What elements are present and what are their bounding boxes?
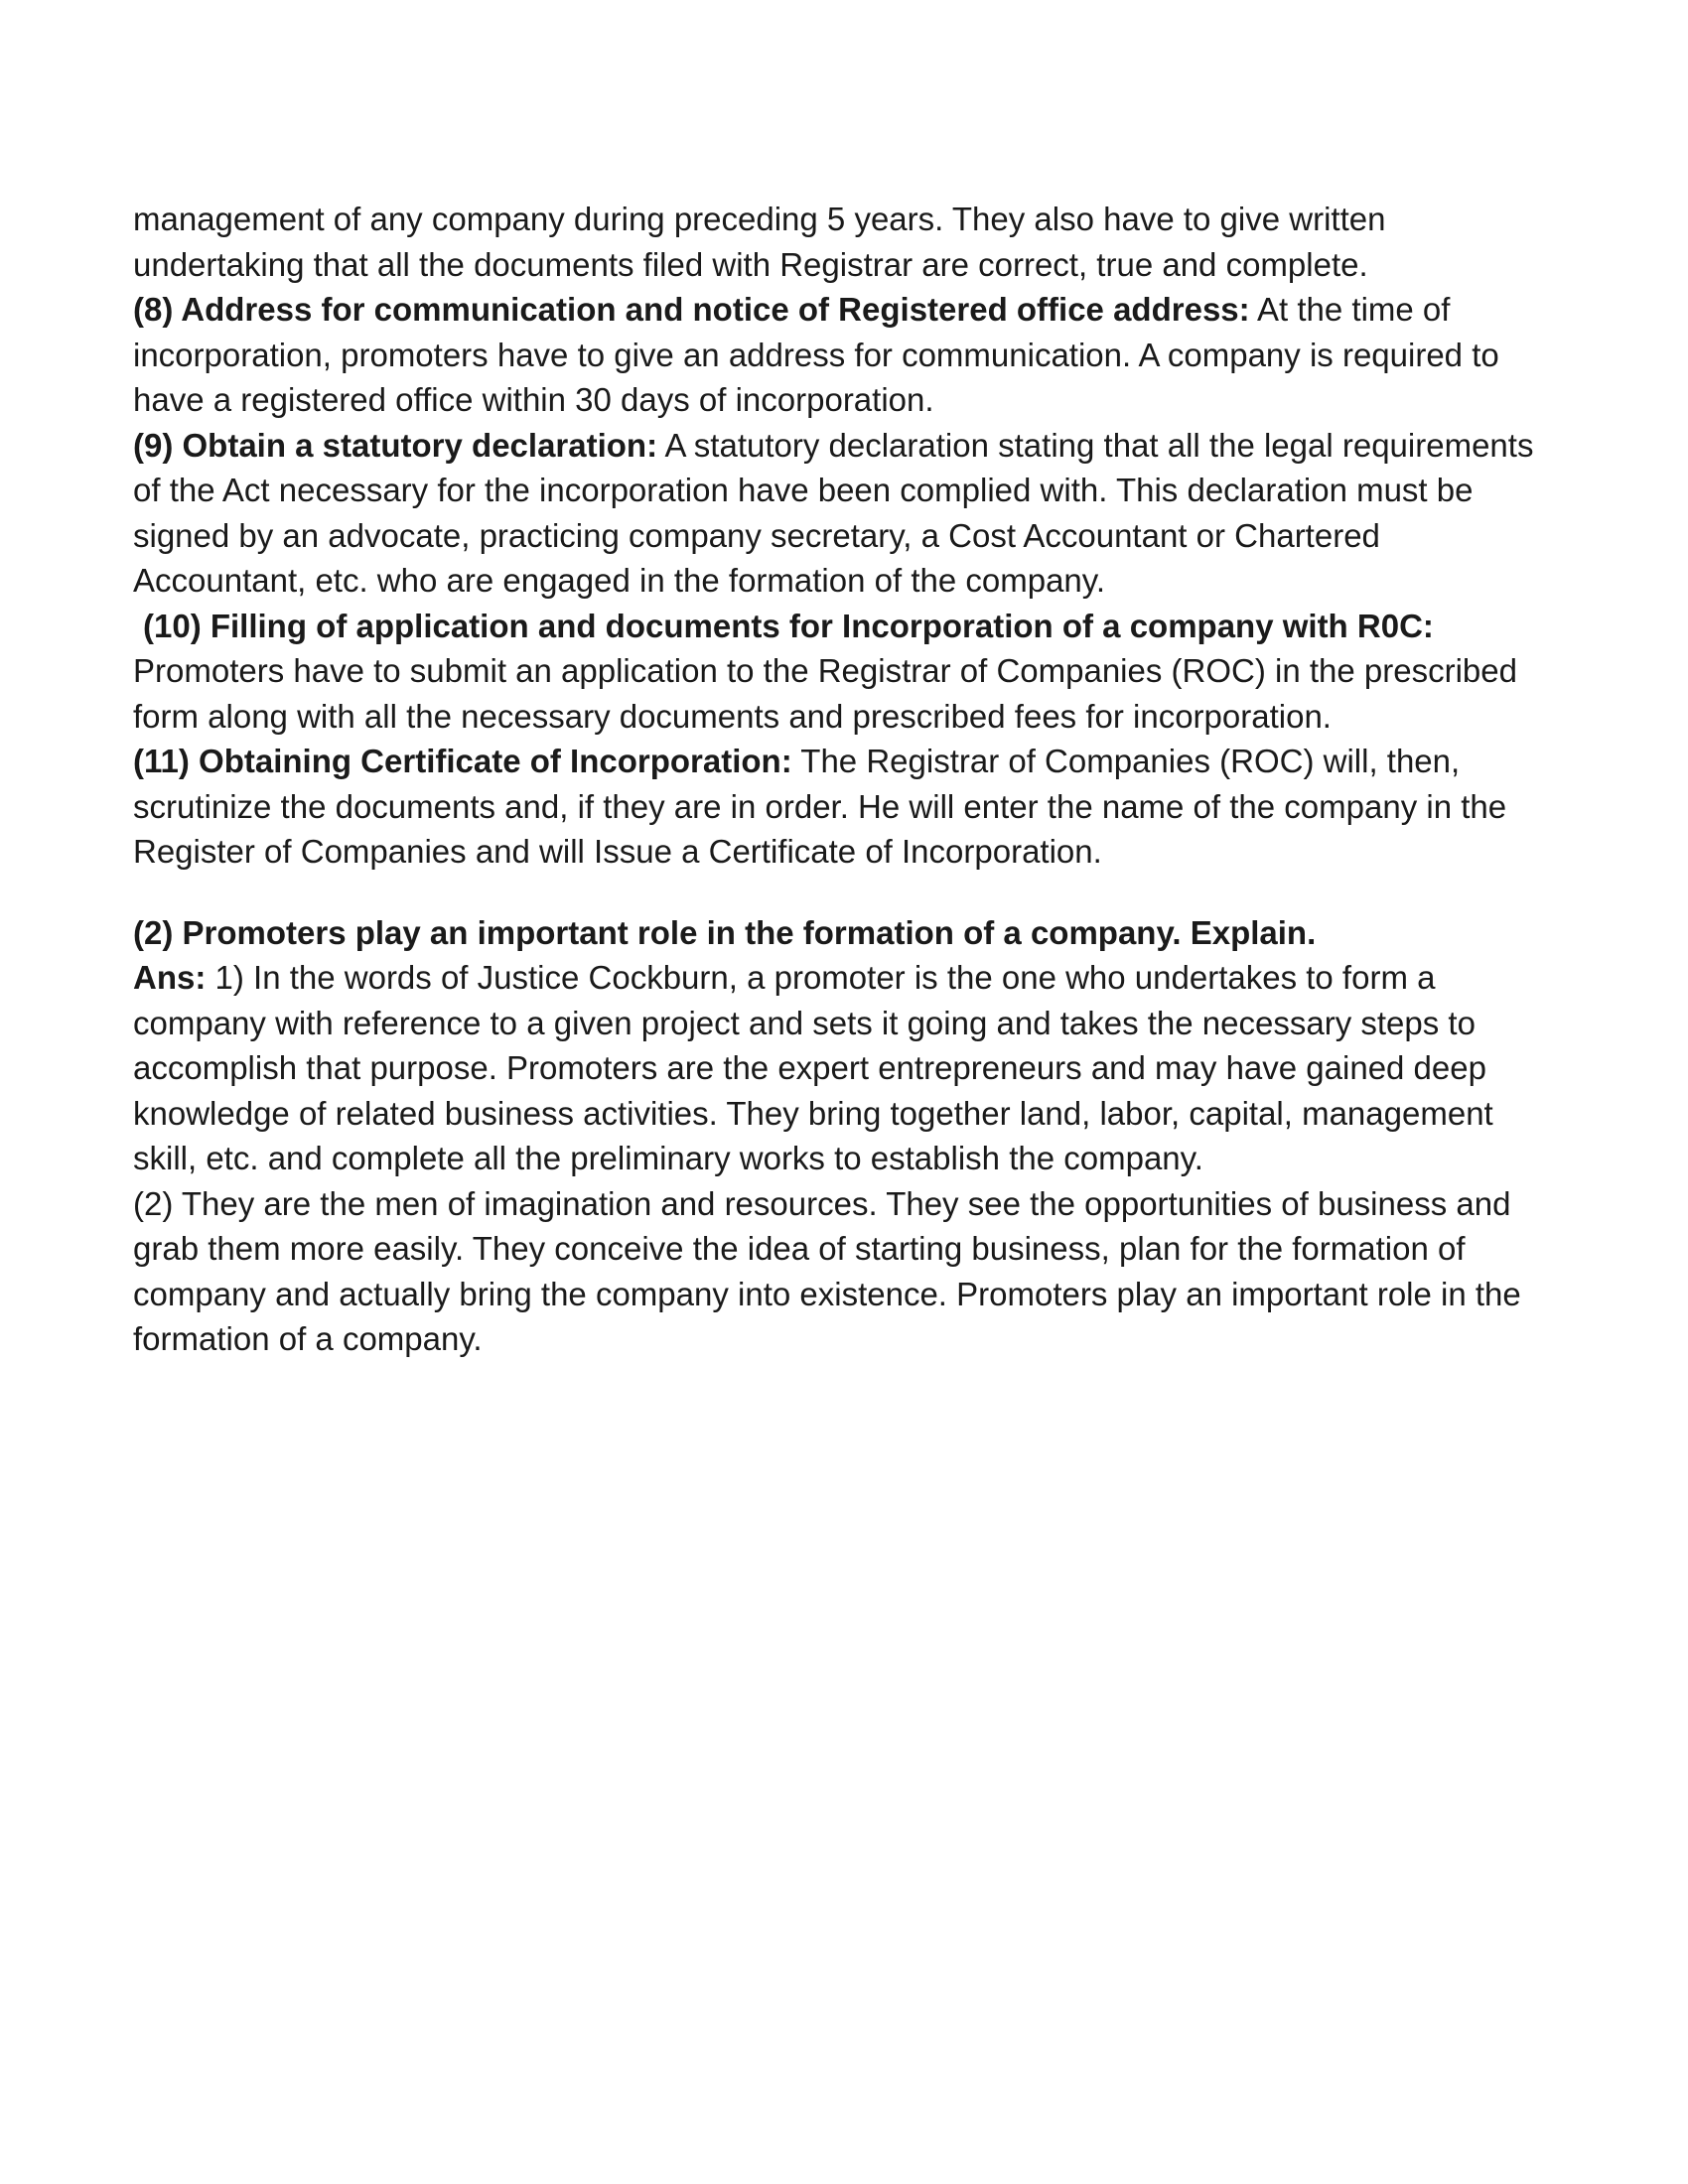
paragraph-filing-application — [133, 604, 1553, 740]
paragraph-text: The Registrar of Companies (ROC) will, then, scrutinize the documents and, if they are in order. He will enter the name of the company in the Register of Companies and will Issue a Certificate of Incorporation. — [133, 743, 1507, 870]
answer-text: 1) In the words of Justice Cockburn, a promoter is the one who undertakes to form a company with reference to a given project and sets it going and takes the necessary steps to accomplish that purpose. Promoters are the expert entrepreneurs and may have gained deep knowledge of related business activities. They bring together land, labor, capital, management skill, etc. and complete all the preliminary works to establish the company. — [133, 959, 1493, 1176]
paragraph-text: At the time of incorporation, promoters have to give an address for communication. A company is required to have a registered office within 30 days of incorporation. — [133, 291, 1499, 418]
paragraph-heading: (10) Filling of application and documents for Incorporation of a company with R0C: — [143, 607, 1434, 644]
paragraph-registered-office — [133, 287, 1553, 423]
paragraph-certificate — [133, 739, 1553, 875]
paragraph-heading: (9) Obtain a statutory declaration: — [133, 426, 658, 464]
paragraph-heading: (11) Obtaining Certificate of Incorporation: — [133, 743, 792, 779]
paragraph-text: A statutory declaration stating that all the legal requirements of the Act necessary for the incorporation have been complied with. This declaration must be signed by an advocate, practicing company secretary, a Cost Accountant or Chartered Accountant, etc. who are engaged in the formation of the company. — [133, 426, 1534, 599]
paragraph-continuation — [133, 197, 1553, 287]
answer-point-2 — [133, 1181, 1553, 1362]
question-heading: (2) Promoters play an important role in the formation of a company. Explain. — [133, 913, 1317, 951]
paragraph-text: Promoters have to submit an application to the Registrar of Companies (ROC) in the prescribed form along with all the necessary documents and prescribed fees for incorporation. — [133, 652, 1517, 735]
question-title — [133, 910, 1553, 956]
document-page — [133, 197, 1553, 1362]
paragraph-text: management of any company during preceding 5 years. They also have to give written undertaking that all the documents filed with Registrar are correct, true and complete. — [133, 201, 1386, 283]
answer-point-text: (2) They are the men of imagination and resources. They see the opportunities of business and grab them more easily. They conceive the idea of starting business, plan for the formation of company and actually bring the company into existence. Promoters play an important role in the formation of a company. — [133, 1184, 1521, 1357]
answer-label: Ans: — [133, 959, 207, 996]
paragraph-statutory-declaration — [133, 423, 1553, 604]
answer-paragraph — [133, 955, 1553, 1181]
paragraph-heading: (8) Address for communication and notice of Registered office address: — [133, 291, 1250, 328]
